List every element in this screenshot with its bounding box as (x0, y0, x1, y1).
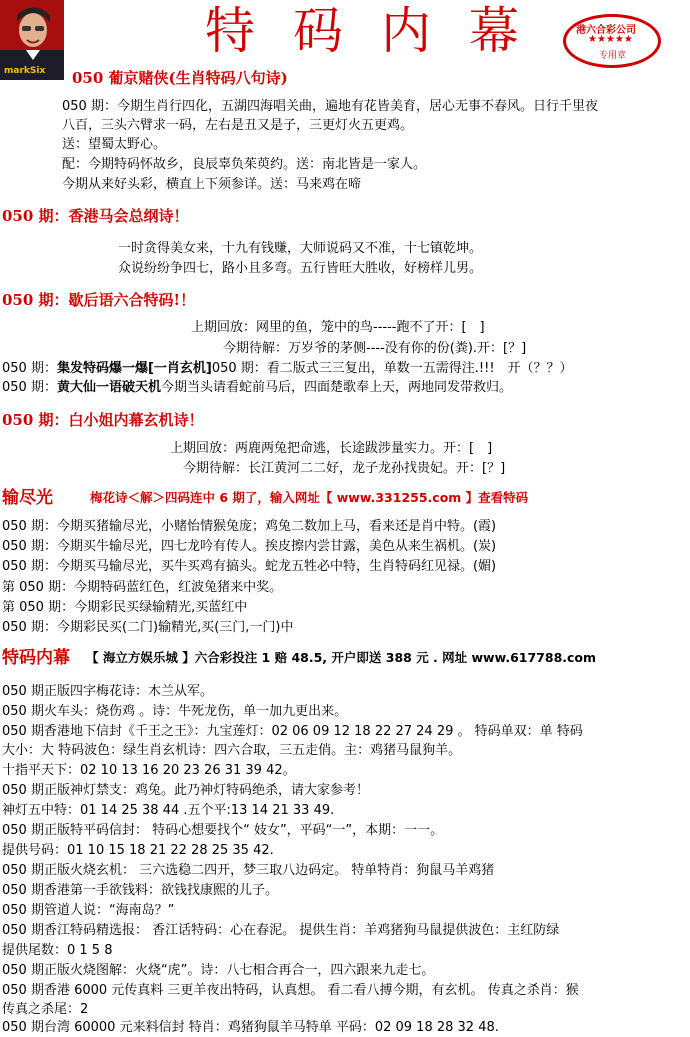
stamp-stars-icon: ★★★★★ (588, 34, 633, 45)
s5-line: 050 期：今期买马输尽光，买牛买鸡有搞头。蛇龙五牲必中特，生肖特码红见禄。(媚) (2, 559, 497, 574)
page-title: 特码内幕 (205, 2, 557, 60)
s6-line: 050 期正版神灯禁支：鸡兔。此乃神灯特码绝杀，请大家参考！ (2, 783, 369, 798)
s6-line: 050 期正版火烧玄机： 三六选稳二四开，梦三取八边码定。 特单特肖：狗鼠马羊鸡猪 (2, 863, 495, 878)
s3-row-text: 今期当头请看蛇前马后，四面楚歌奉上天，两地同发带救归。 (160, 380, 512, 395)
s3-row-bold: 集发特码爆一爆[一肖玄机] (56, 361, 212, 376)
s1-line: 八百，三头六臂求一码，左右是丑又是子，三更灯火五更鸡。 (62, 118, 414, 133)
s6-line: 050 期台湾 60000 元来料信封 特肖：鸡猪狗鼠羊马特单 平码：02 09 18 28 32 48. (2, 1020, 499, 1035)
stamp-bottom-text: 专用章 (599, 51, 627, 61)
s5-line: 第 050 期：今期彩民买绿输精光,买蓝红中 (2, 600, 248, 615)
s1-line: 配：今期特码怀故乡，良辰辜负茱萸约。送：南北皆是一家人。 (62, 157, 427, 172)
s3-line: 今期待解：万岁爷的茅侧----没有你的份(粪).开：[？] (223, 341, 527, 356)
section-heading-hk-jockey: 050 期：香港马会总纲诗！ (2, 207, 189, 225)
s5-line: 050 期：今期买猪输尽光，小赌怡情猴兔庞；鸡兔二数加上马，看来还是肖中特。(霞) (2, 519, 497, 534)
s3-row-text: 050 期：看二版式三三复出，单数一五需得注.!!! 开（？？） (211, 361, 573, 376)
s6-line: 050 期正版四字梅花诗：木兰从军。 (2, 684, 213, 699)
s4-line: 今期待解：长江黄河二二好，龙子龙孙找贵妃。开：[？] (183, 461, 506, 476)
section-heading-riddle: 050 期：歇后语六合特码!！ (2, 291, 196, 309)
official-stamp (563, 14, 661, 68)
s6-line: 050 期火车头：烧伤鸡 。诗：牛死龙伤，单一加九更出来。 (2, 704, 348, 719)
s6-line: 十指平天下：02 10 13 16 20 23 26 31 39 42。 (2, 763, 296, 778)
s2-line: 众说纷纷争四七，路小且多弯。五行皆旺大胜收，好榜样儿男。 (118, 261, 483, 276)
s6-line: 050 期香江特码精选报： 香江话特码：心在春泥。 提供生肖：羊鸡猪狗马鼠提供波色：主红防绿 (2, 923, 560, 938)
s1-line: 今期从来好头彩，横直上下须参详。送：马来鸡在啼 (62, 177, 362, 192)
s6-line: 传真之杀尾：2 (2, 1002, 89, 1017)
s6-line: 提供尾数：0 1 5 8 (2, 943, 113, 958)
s5-line: 第 050 期：今期特码蓝红色，红波兔猪来中奖。 (2, 580, 283, 595)
s6-line: 050 期正版火烧图解：火烧“虎”。诗：八七相合再合一，四六跟来九走七。 (2, 963, 435, 978)
s3-row-prefix: 050 期： (2, 380, 57, 395)
s5-line: 050 期：今期买牛输尽光，四七龙吟有传人。挨皮擦内尝甘露，美色从来生祸机。(炭) (2, 539, 497, 554)
s5-line: 050 期：今期彩民买(二门)输精光,买(三门,一门)中 (2, 620, 294, 635)
author-photo (0, 0, 64, 80)
promo-banner-331255[interactable]: 梅花诗＜解＞四码连中 6 期了，输入网址【 www.331255.com 】查看特码 (90, 490, 529, 505)
s3-row-jifa (2, 360, 573, 378)
section-heading-poker-king: 050 葡京赌侠(生肖特码八句诗) (72, 69, 288, 87)
section-heading-miss-bai: 050 期：白小姐内幕玄机诗！ (2, 411, 204, 429)
s1-line: 送：望蜀太野心。 (62, 137, 167, 152)
s1-line: 050 期：今期生肖行四化，五湖四海唱关曲，遍地有花皆美育，居心无事不春风。日行千里夜 (62, 99, 598, 114)
s6-line: 大小：大 特码波色：绿生肖玄机诗：四六合取，三五走俏。主：鸡猪马鼠狗羊。 (2, 743, 462, 758)
s3-row-wongtaisin (2, 379, 512, 397)
photo-caption: markSix (4, 66, 46, 76)
s3-line: 上期回放：网里的鱼，笼中的鸟-----跑不了开：[ ] (191, 320, 485, 335)
section-heading-inside-code: 特码内幕 (2, 648, 70, 668)
stamp-top-text: 港六合彩公司 (576, 25, 636, 36)
s4-line: 上期回放：两鹿两兔把命逃，长途跋涉量实力。开：[ ] (170, 441, 493, 456)
s6-line: 050 期香港第一手欲钱料：欲钱找康熙的儿子。 (2, 883, 278, 898)
s3-row-bold: 黄大仙一语破天机 (56, 380, 161, 395)
s6-line: 050 期香港地下信封《千王之王》：九宝莲灯：02 06 09 12 18 22 27 24 29 。 特码单双：单 特码 (2, 724, 583, 739)
s6-line: 050 期香港 6000 元传真料 三更羊夜出特码，认真想。 看二看八搏今期，有玄机。 传真之杀肖：猴 (2, 983, 579, 998)
s6-line: 050 期正版特平码信封： 特码心想要找个“ 妓女”，平码“一”，本期：一一。 (2, 823, 444, 838)
s3-row-prefix: 050 期： (2, 361, 57, 376)
s6-line: 050 期管道人说：“海南岛？” (2, 903, 175, 918)
promo-banner-617788[interactable]: 【 海立方娱乐城 】六合彩投注 1 赔 48.5, 开户即送 388 元 . 网址 www.617788.com (86, 650, 597, 665)
section-heading-lose-all: 输尽光 (2, 488, 53, 508)
s6-line: 神灯五中特：01 14 25 38 44 .五个平:13 14 21 33 49. (2, 803, 335, 818)
s6-line: 提供号码：01 10 15 18 21 22 28 25 35 42. (2, 843, 274, 858)
s2-line: 一时贪得美女来，十九有钱赚，大师说码又不准，十七镇乾坤。 (118, 241, 483, 256)
